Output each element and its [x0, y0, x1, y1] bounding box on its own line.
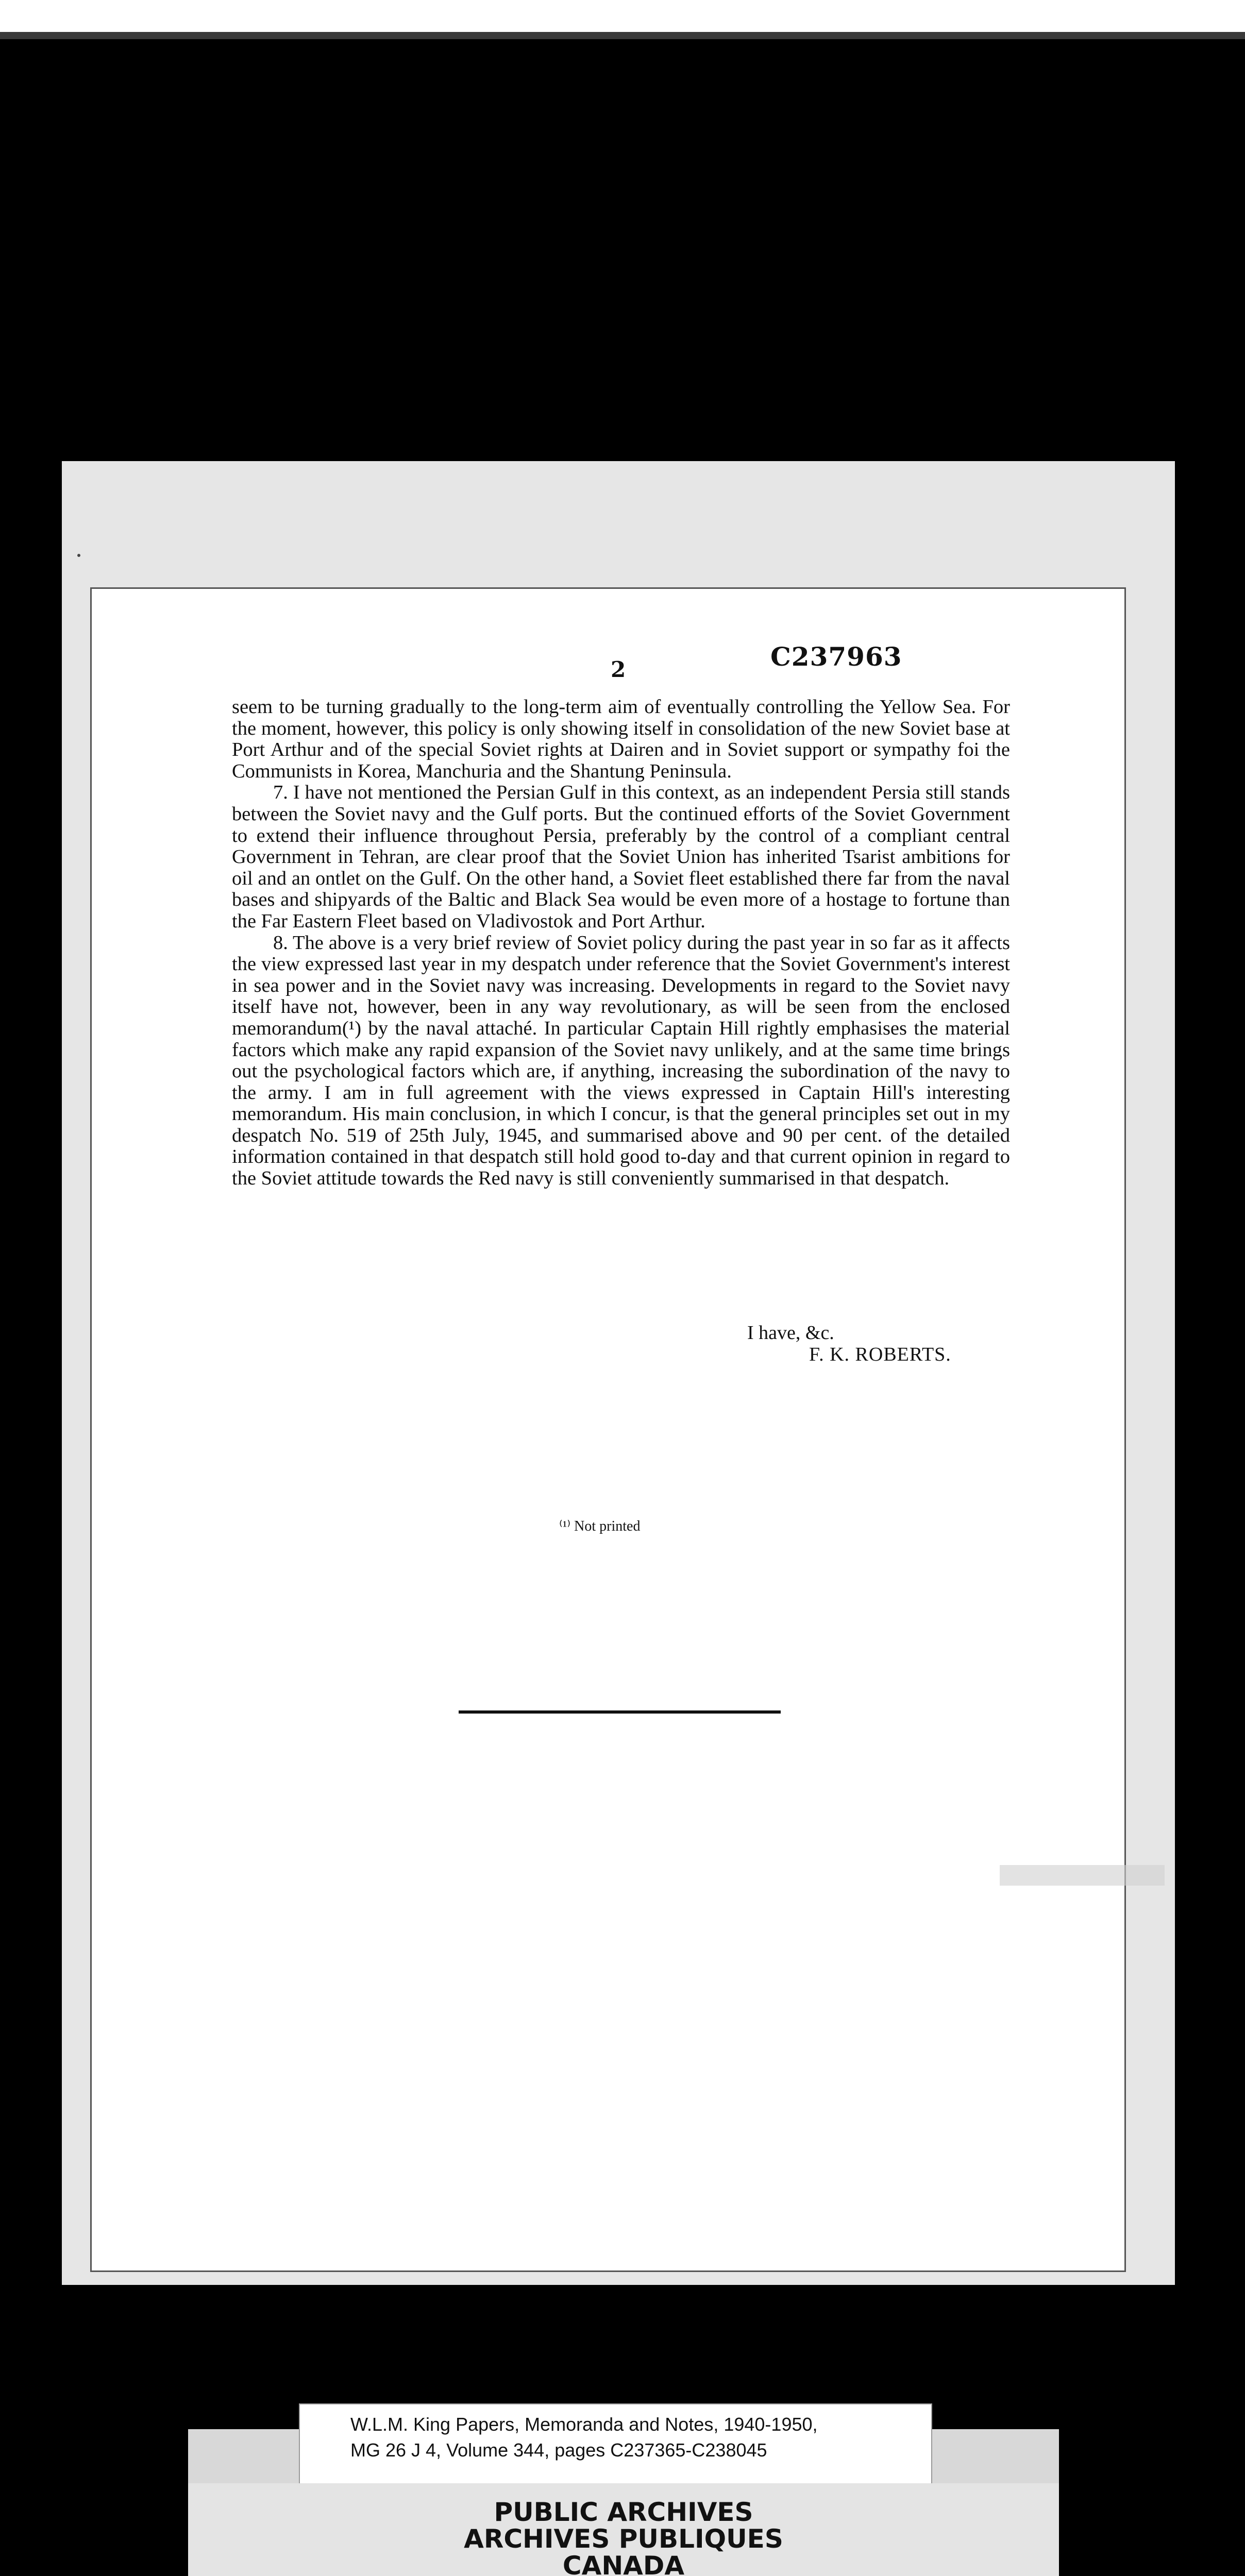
film-top-shadow [0, 32, 1245, 39]
archive-stamp-line-2: ARCHIVES PUBLIQUES [464, 2524, 783, 2554]
signature: F. K. ROBERTS. [809, 1344, 951, 1365]
letter-body [232, 697, 1010, 1190]
paragraph-continuation: seem to be turning gradually to the long-term aim of eventually controlling the Yellow Sea. For the moment, however, this policy is only showing itself in consolidation of the new Soviet base at Port Arthur and of the special Soviet rights at Dairen and in Soviet support or sympathy foi the Communists in Korea, Manchuria and the Shantung Peninsula. [232, 696, 1010, 782]
closing-salutation: I have, &c. [747, 1322, 834, 1344]
archive-stamp-line-3: CANADA [562, 2551, 685, 2576]
paragraph-8: 8. The above is a very brief review of Soviet policy during the past year in so far as it affects the view expressed last year in my despatch under reference that the Soviet Government's interest in sea power and in the Soviet navy was increasing. Developments in regard to the Soviet navy itself have not, however, been in any way revolutionary, as will be seen from the enclosed memorandum(¹) by the naval attaché. In particular Captain Hill rightly emphasises the material factors which make any rapid expansion of the Soviet navy unlikely, and at the same time brings out the psychological factors which are, if anything, increasing the subordination of the navy to the army. I am in full agreement with the views expressed in Captain Hill's interesting memorandum. His main conclusion, in which I concur, is that the general principles set out in my despatch No. 519 of 25th July, 1945, and summarised above and 90 per cent. of the detailed information contained in that despatch still hold good to-day and that current opinion in regard to the Soviet attitude towards the Red navy is still conveniently summarised in that despatch. [232, 931, 1010, 1190]
citation-line-1: W.L.M. King Papers, Memoranda and Notes, 1940-1950, [350, 2414, 818, 2435]
film-scratch [1000, 1865, 1165, 1886]
separator-rule [459, 1710, 781, 1714]
footnote: ⁽¹⁾ Not printed [559, 1518, 641, 1534]
paragraph-7: 7. I have not mentioned the Persian Gulf in this context, as an independent Persia still stands between the Soviet navy and the Gulf ports. But the continued efforts of the Soviet Government to extend their influence throughout Persia, preferably by the control of a compliant central Government in Tehran, are clear proof that the Soviet Union has inherited Tsarist ambitions for oil and an ontlet on the Gulf. On the other hand, a Soviet fleet established there far from the naval bases and shipyards of the Baltic and Black Sea would be even more of a hostage to fortune than the Far Eastern Fleet based on Vladivostok and Port Arthur. [232, 782, 1010, 932]
film-top-margin [0, 0, 1245, 35]
reference-number: C237963 [770, 641, 902, 672]
citation-line-2: MG 26 J 4, Volume 344, pages C237365-C238045 [350, 2439, 767, 2461]
film-speck [77, 554, 80, 557]
page-number: 2 [611, 657, 626, 682]
archive-stamp-line-1: PUBLIC ARCHIVES [494, 2497, 753, 2527]
